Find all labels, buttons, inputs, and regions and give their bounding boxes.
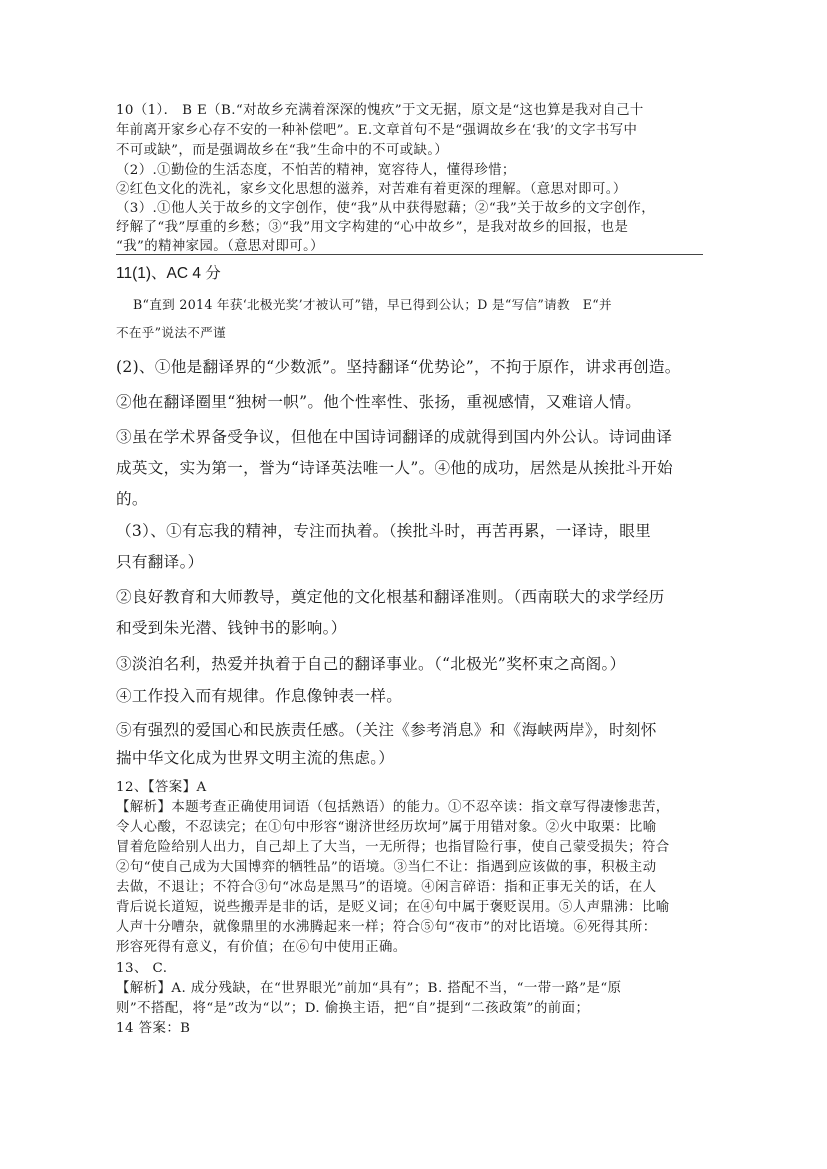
text-line: 不在乎”说法不严谨: [116, 325, 226, 340]
text-line: （3）、①有忘我的精神，专注而执着。（挨批斗时，再苦再累，一译诗，眼里: [116, 522, 652, 540]
text-line: (2)、①他是翻译界的“少数派”。坚持翻译“优势论”，不拘于原作，讲求再创造。: [116, 358, 681, 376]
text-line: “我”的精神家园。（意思对即可。）: [116, 239, 324, 254]
text-line: 的。: [116, 490, 148, 508]
text-line: 去做，不退让；不符合③句“冰岛是黑马”的语境。④闲言碎语：指和正事无关的话，在人: [116, 880, 657, 895]
answer-line: 12、【答案】A: [116, 780, 207, 795]
text-line: ②句“使自己成为大国博弈的牺牲品”的语境。③当仁不让：指遇到应该做的事，积极主动: [116, 860, 657, 875]
text-line: 冒着危险给别人出力，自己却上了大当，一无所得；也指冒险行事，使自己蒙受损失；符合: [116, 840, 670, 855]
text-line: ⑤有强烈的爱国心和民族责任感。（关注《参考消息》和《海峡两岸》，时刻怀: [116, 721, 657, 739]
answer-line: 14 答案：B: [116, 1021, 191, 1036]
text-line: 背后说长道短，说些搬弄是非的话，是贬义词；在④句中属于褒贬误用。⑤人声鼎沸：比喻: [116, 900, 670, 915]
text-line: 年前离开家乡心存不安的一种补偿吧”。E.文章首句不是“强调故乡在‘我’的文字书写中: [116, 123, 638, 138]
text-line: 只有翻译。）: [116, 553, 204, 571]
text-line: 纾解了“我”厚重的乡愁；③“我”用文字构建的“心中故乡”，是我对故乡的回报，也是: [116, 220, 629, 235]
text-line: 10（1）． B E（B.“对故乡充满着深深的愧疚”于文无据，原文是“这也算是我对自己十: [116, 103, 644, 118]
text-line: 成英文，实为第一，誉为“诗译英法唯一人”。④他的成功，居然是从挨批斗开始: [116, 459, 673, 477]
text-line: 人声十分嘈杂，就像鼎里的水沸腾起来一样；符合⑤句“夜市”的对比语境。⑥死得其所：: [116, 920, 657, 935]
text-line: ③淡泊名利，热爱并执着于自己的翻译事业。（“北极光”奖杯束之高阁。）: [116, 655, 626, 673]
text-line: 【解析】A. 成分残缺，在“世界眼光”前加“具有”；B. 搭配不当，“一带一路”是“原: [116, 981, 622, 996]
text-line: ②良好教育和大师教导，奠定他的文化根基和翻译准则。（西南联大的求学经历: [116, 588, 665, 606]
answer-line: 13、 C.: [116, 961, 168, 976]
text-line: ②红色文化的洗礼，家乡文化思想的滋养，对苦难有着更深的理解。（意思对即可。）: [116, 182, 627, 197]
text-line: 揣中华文化成为世界文明主流的焦虑。）: [116, 749, 395, 767]
text-line: 【解析】本题考查正确使用词语（包括熟语）的能力。①不忍卒读：指文章写得凄惨悲苦，: [116, 800, 670, 815]
text-line: （2）.①勤俭的生活态度，不怕苦的精神，宽容待人，懂得珍惜；: [116, 163, 516, 178]
text-line: ②他在翻译圈里“独树一帜”。他个性率性、张扬，重视感情，又难谙人情。: [116, 393, 642, 411]
text-line: 形容死得有意义，有价值；在⑥句中使用正确。: [116, 940, 407, 955]
text-line: 令人心酸，不忍读完；在①句中形容“谢济世经历坎坷”属于用错对象。②火中取栗：比喻: [116, 820, 657, 835]
section-divider: [116, 254, 703, 255]
text-line: （3）.①他人关于故乡的文字创作，使“我”从中获得慰藉；②“我”关于故乡的文字创作，: [116, 201, 656, 216]
text-line: B“直到 2014 年获‘北极光奖’才被认可”错，早已得到公认；D 是“写信”请教 E“并: [133, 297, 612, 312]
text-line: ③虽在学术界备受争议，但他在中国诗词翻译的成就得到国内外公认。诗词曲译: [116, 428, 673, 446]
text-line: 和受到朱光潜、钱钟书的影响。）: [116, 619, 347, 637]
text-line: ④工作投入而有规律。作息像钟表一样。: [116, 687, 403, 705]
text-line: 则”不搭配，将“是”改为“以”；D. 偷换主语，把“自”提到“二孩政策”的前面；: [116, 1001, 590, 1016]
text-line: 不可或缺”，而是强调故乡在“我”生命中的不可或缺。）: [116, 143, 449, 158]
question-heading: 11(1)、AC 4 分: [116, 265, 221, 282]
